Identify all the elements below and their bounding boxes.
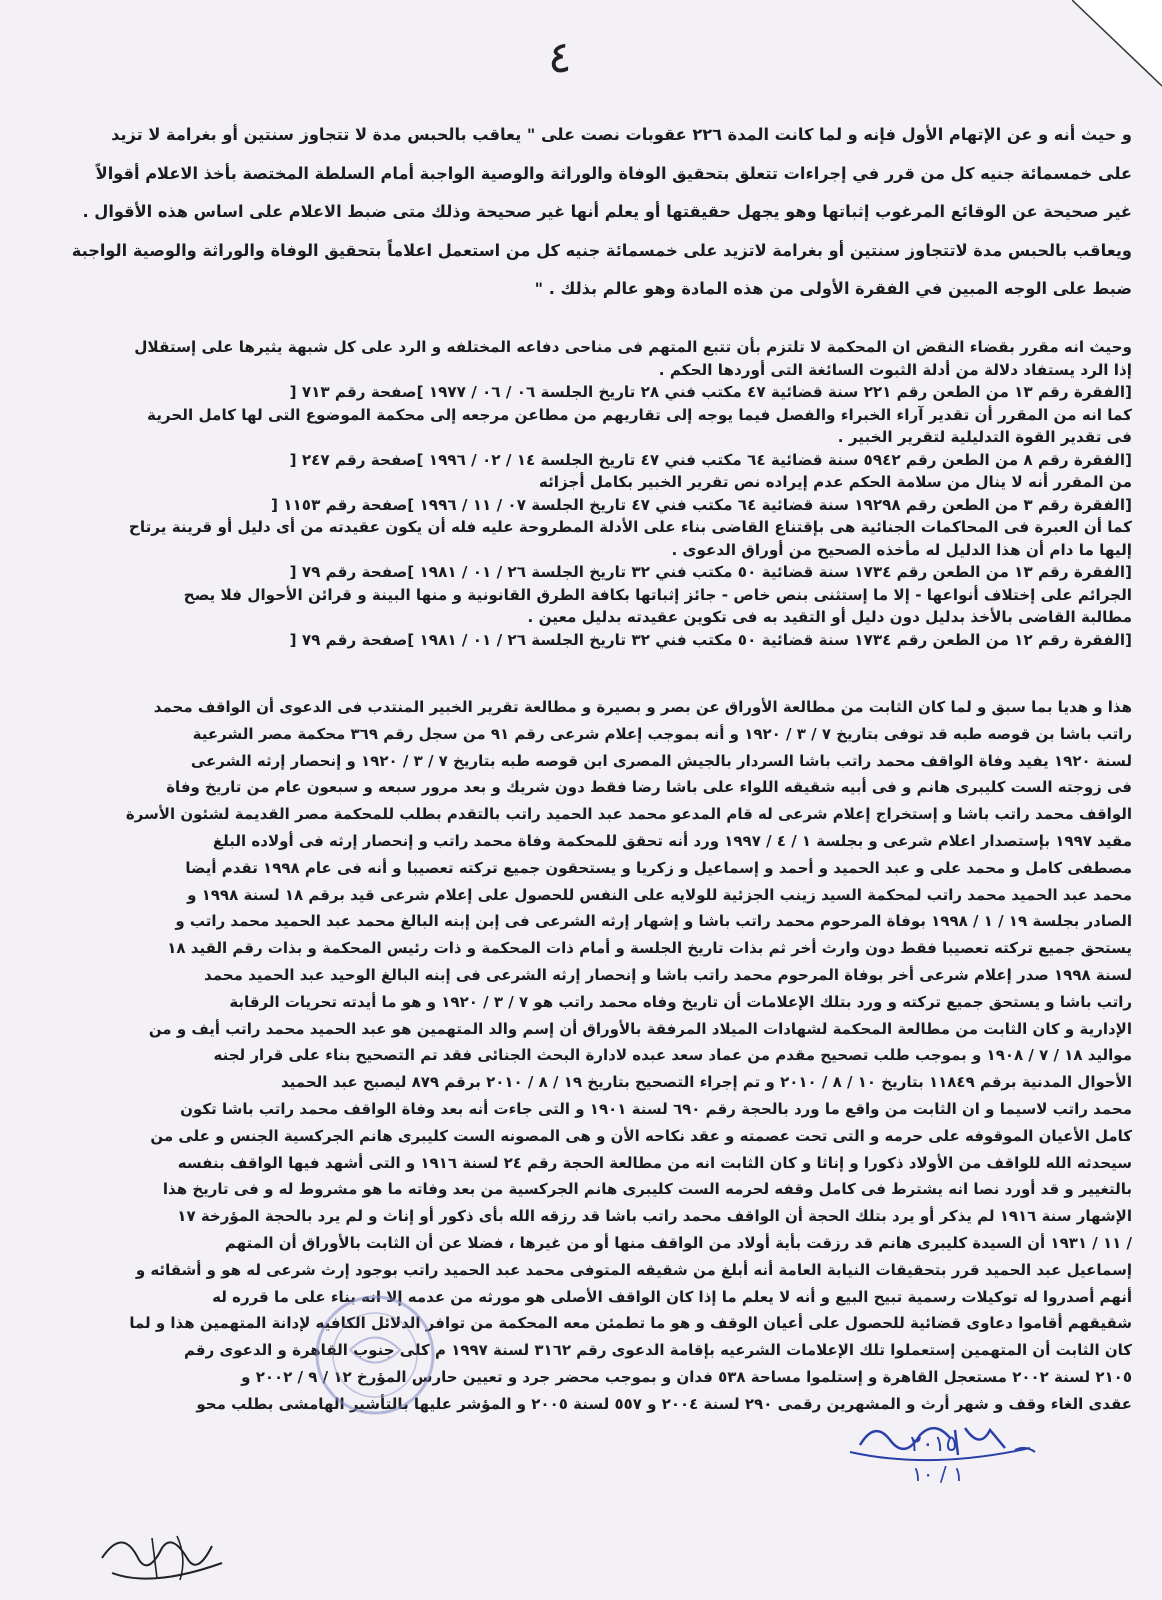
text-line: ويعاقب بالحبس مدة لاتتجاوز سنتين أو بغرامة لاتزيد على خمسمائة جنيه كل من استعمل اعلاماً بتحقيق الوفاة والوراثة والوصية الواجبة: [71, 240, 1132, 260]
text-line: راتب باشا بن قوصه طبه قد توفى بتاريخ ٧ / ٣ / ١٩٢٠ و أنه بموجب إعلام شرعى رقم ٩١ من سجل رقم ٣٦٩ محكمة مصر الشرعية: [192, 724, 1132, 743]
text-line: فى زوجته الست كليبرى هانم و فى أبيه شقيقه اللواء على باشا رضا فقط دون شريك و بعد مرور سبعه و سبعون عام من تاريخ وفاة: [166, 778, 1132, 797]
text-line: لسنة ١٩٢٠ يفيد وفاة الواقف محمد راتب باشا السردار بالجيش المصرى ابن قوصه طبه بتاريخ ٧ / ٣ / ١٩٢٠ و إنحصار إرثه الشرعى: [190, 751, 1132, 770]
text-line: مقيد ١٩٩٧ بإستصدار اعلام شرعى و بجلسة ١ / ٤ / ١٩٩٧ ورد أنه تحقق للمحكمة وفاة محمد راتب و إنحصار إرثه فى أولاده البلغ: [212, 831, 1132, 850]
text-line: ٢١٠٥ لسنة ٢٠٠٢ مستعجل القاهرة و إستلموا مساحة ٥٣٨ فدان و بموجب محضر جرد و تعيين حارس المؤرخ ١٢ / ٩ / ٢٠٠٢ و: [241, 1367, 1132, 1386]
text-line: يستحق جميع تركته تعصيبا فقط دون وارث أخر ثم بذات تاريخ الجلسة و أمام ذات المحكمة و ذات رئيس المحكمة و بذات رقم القيد ١٨: [167, 939, 1132, 958]
text-line: كان الثابت أن المتهمين إستعملوا تلك الإعلامات الشرعيه بإقامة الدعوى رقم ٣١٦٢ لسنة ١٩٩٧ م كلى جنوب القاهرة و الدعوى رقم: [184, 1341, 1132, 1360]
page-number: ٤: [548, 32, 572, 83]
text-line: الأحوال المدنية برقم ١١٨٤٩ بتاريخ ١٠ / ٨ / ٢٠١٠ و تم إجراء التصحيح بتاريخ ١٩ / ٨ / ٢٠١٠ برقم ٨٧٩ ليصبح عبد الحميد: [280, 1073, 1132, 1092]
text-line: الإدارية و كان الثابت من مطالعة المحكمة لشهادات الميلاد المرفقة بالأوراق أن إسم والد المتهمين هو عبد الحميد محمد راتب أيف و من: [148, 1019, 1132, 1038]
citation-line: [الفقرة رقم ٨ من الطعن رقم ٥٩٤٢ سنة قضائية ٦٤ مكتب فني ٤٧ تاريخ الجلسة ١٤ / ٠٢ / ١٩٩٦ ]صفحة رقم ٢٤٧ [: [289, 450, 1132, 469]
paragraph-law-text: [52, 116, 1132, 309]
text-line: الصادر بجلسة ١٩ / ١ / ١٩٩٨ بوفاة المرحوم محمد راتب باشا و إشهار إرثه الشرعى فى إبن إبنه البالغ محمد عبد الحميد محمد راتب و: [175, 912, 1132, 931]
text-line: كامل الأعيان الموقوفه على حرمه و التى تحت عصمته و عقد نكاحه الأن و هى المصونه الست كليبرى هانم الجركسية الجنس و على من: [150, 1126, 1132, 1145]
text-line: ضبط على الوجه المبين في الفقرة الأولى من هذه المادة وهو عالم بذلك . ": [534, 279, 1132, 298]
handwritten-page-note: ١ / ١٠: [912, 1462, 964, 1486]
text-line: و حيث أنه و عن الإتهام الأول فإنه و لما كانت المدة ٢٢٦ عقوبات نصت على " يعاقب بالحبس مدة لا تتجاوز سنتين أو بغرامة لا تزيد: [111, 125, 1132, 144]
text-line: مواليد ١٨ / ٧ / ١٩٠٨ و بموجب طلب تصحيح مقدم من عماد سعد عبده لادارة البحث الجنائى فقد تم التصحيح بناء على قرار لجنه: [213, 1046, 1132, 1065]
text-line: لسنة ١٩٩٨ صدر إعلام شرعى أخر بوفاة المرحوم محمد راتب باشا و إنحصار إرثه الشرعى فى إبنه البالغ الوحيد عبد الحميد محمد: [204, 965, 1132, 984]
text-line: هذا و هديا بما سبق و لما كان الثابت من مطالعة الأوراق عن بصر و بصيرة و مطالعة تقرير الخبير المنتدب فى الدعوى أن الواقف محمد: [153, 698, 1132, 716]
text-line: محمد عبد الحميد محمد راتب لمحكمة السيد زينب الجزئية للولايه على النفس للحصول على إعلام شرعى قيد برقم ١٨ لسنة ١٩٩٨ و: [187, 885, 1132, 904]
text-line: فى تقدير القوة التدليلية لتقرير الخبير .: [837, 428, 1132, 446]
official-seal-stamp: [300, 1290, 450, 1420]
text-line: كما أن العبرة فى المحاكمات الجنائية هى بإقتناع القاضى بناء على الأدلة المطروحة عليه فله أن يكون عقيدته من أى دليل أو قرينة يرتاح: [128, 518, 1132, 536]
text-line: أنهم أصدروا له توكيلات رسمية تبيح البيع و أنه لا يعلم ما إذا كان الواقف الأصلى هو مورثه من عدمه إلا انه بناء على ما قرره له: [212, 1287, 1132, 1306]
text-line: على خمسمائة جنيه كل من قرر في إجراءات تتعلق بتحقيق الوفاة والوراثة والوصية الواجبة أمام السلطة المختصة بأخذ الاعلام أقوالاً: [95, 163, 1132, 183]
text-line: راتب باشا و يستحق جميع تركته و ورد بتلك الإعلامات أن تاريخ وفاه محمد راتب هو ٧ / ٣ / ١٩٢٠ و هو ما أيدته تحريات الرقابة: [229, 992, 1132, 1011]
paragraph-jurisprudence: [52, 336, 1132, 651]
text-line: إسماعيل عبد الحميد قرر بتحقيقات النيابة العامة أنه أبلغ من شقيقه المتوفى محمد عبد الحميد راتب بوجود إرث شرعى له هو و أشقائه و: [135, 1260, 1132, 1279]
page-corner-fold: [1072, 0, 1162, 90]
text-line: وحيث انه مقرر بقضاء النقض ان المحكمة لا تلتزم بأن تتبع المتهم فى مناحى دفاعه المختلفه و الرد على كل شبهة يثيرها على إستقلال: [134, 338, 1132, 356]
text-line: شقيقهم أقاموا دعاوى قضائية للحصول على أعيان الوقف و هو ما تطمئن معه المحكمة من توافر الدلائل الكافيه لإدانة المتهمين هذا و لما: [129, 1314, 1132, 1333]
text-line: الواقف محمد راتب باشا و إستخراج إعلام شرعى له قام المدعو محمد عبد الحميد راتب بالتقدم بطلب للمحكمة مصر القديمة لشئون الأسرة: [125, 805, 1132, 824]
text-line: الإشهار سنة ١٩١٦ لم يذكر أو يرد بتلك الحجة أن الواقف محمد راتب باشا قد رزقه الله بأى ذكور أو إناث و لم يرد بالحجة المؤرخة ١٧: [177, 1207, 1132, 1226]
handwritten-date: ٢٠١٥: [910, 1432, 958, 1457]
text-line: عقدى الغاء وقف و شهر أرث و المشهرين رقمى ٢٩٠ لسنة ٢٠٠٤ و ٥٥٧ لسنة ٢٠٠٥ و المؤشر عليها بالتأشير الهامشى بطلب محو: [196, 1394, 1132, 1413]
citation-line: [الفقرة رقم ١٣ من الطعن رقم ١٧٣٤ سنة قضائية ٥٠ مكتب فني ٣٢ تاريخ الجلسة ٢٦ / ٠١ / ١٩٨١ ]صفحة رقم ٧٩ [: [289, 563, 1132, 581]
text-line: كما انه من المقرر أن تقدير آراء الخبراء والفصل فيما يوجه إلى تقاريهم من مطاعن مرجعه إلى محكمة الموضوع التى لها كامل الحرية: [147, 405, 1132, 424]
text-line: محمد راتب لاسيما و ان الثابت من واقع ما ورد بالحجة رقم ٦٩٠ لسنة ١٩٠١ و التى جاءت أنه بعد وفاة الواقف محمد راتب باشا تكون: [180, 1099, 1132, 1118]
paragraph-facts: [52, 694, 1132, 1418]
text-line: مصطفى كامل و محمد على و عبد الحميد و أحمد و إسماعيل و زكريا و يستحقون جميع تركته تعصيبا و أنه فى عام ١٩٩٨ تقدم أيضا: [185, 858, 1132, 877]
text-line: مطالبة القاضى بالأخذ بدليل دون دليل أو التقيد به فى تكوين عقيدته بدليل معين .: [527, 608, 1132, 626]
text-line: من المقرر أنه لا ينال من سلامة الحكم عدم إيراده نص تقرير الخبير بكامل أجزائه: [538, 473, 1132, 491]
text-line: الجرائم على إختلاف أنواعها - إلا ما إستثنى بنص خاص - جائز إثباتها بكافة الطرق القانونية و منها البينة و قرائن الأحوال فلا يصح: [183, 585, 1132, 604]
text-line: سيحدثه الله للواقف من الأولاد ذكورا و إناثا و كان الثابت انه من مطالعة الحجة رقم ٢٤ لسنة ١٩١٦ و التى أشهد فيها الواقف بنفسه: [177, 1153, 1132, 1172]
text-line: غير صحيحة عن الوقائع المرغوب إثباتها وهو يجهل حقيقتها أو يعلم أنها غير صحيحة وذلك متى ضبط الاعلام على اساس هذه الأقوال .: [82, 202, 1132, 221]
citation-line: [الفقرة رقم ١٢ من الطعن رقم ١٧٣٤ سنة قضائية ٥٠ مكتب فني ٣٢ تاريخ الجلسة ٢٦ / ٠١ / ١٩٨١ ]صفحة رقم ٧٩ [: [289, 630, 1132, 649]
text-line: إذا الرد يستفاد دلالة من أدلة الثبوت السائغة التى أوردها الحكم .: [658, 360, 1132, 379]
citation-line: [الفقرة رقم ٣ من الطعن رقم ١٩٢٩٨ سنة قضائية ٦٤ مكتب فني ٤٧ تاريخ الجلسة ٠٧ / ١١ / ١٩٩٦ ]صفحة رقم ١١٥٣ [: [271, 495, 1132, 514]
text-line: إليها ما دام أن هذا الدليل له مأخذه الصحيح من أوراق الدعوى .: [671, 540, 1132, 559]
initials-signature: [92, 1518, 242, 1594]
text-line: / ١١ / ١٩٣١ أن السيدة كليبرى هانم قد رزقت بأية أولاد من الواقف منها أو من غيرها ، فضلا عن أن الثابت بالأوراق أن المتهم: [224, 1233, 1132, 1252]
citation-line: [الفقرة رقم ١٣ من الطعن رقم ٢٢١ سنة قضائية ٤٧ مكتب فني ٢٨ تاريخ الجلسة ٠٦ / ٠٦ / ١٩٧٧ ]صفحة رقم ٧١٣ [: [289, 383, 1132, 401]
text-line: بالتغيير و قد أورد نصا انه يشترط فى كامل وقفه لحرمه الست كليبرى هانم الجركسية من بعد وفاته ما هو مشروط له و فى تاريخ هذا: [162, 1180, 1132, 1199]
